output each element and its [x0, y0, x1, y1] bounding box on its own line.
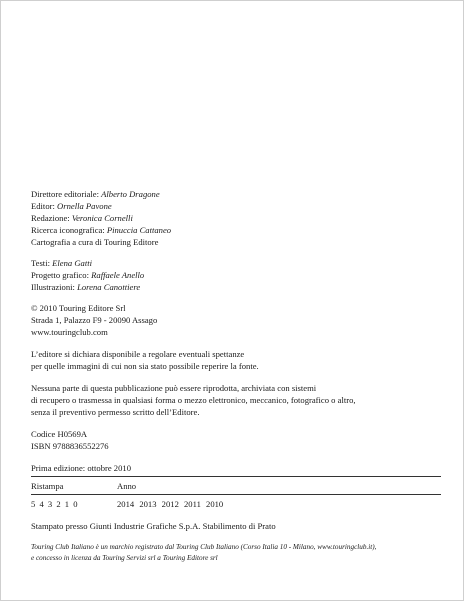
year-label: Anno — [117, 481, 137, 491]
rights-notice-line: L’editore si dichiara disponibile a regolare eventuali spettanze — [31, 349, 245, 359]
author-progetto — [31, 269, 441, 281]
divider — [31, 494, 441, 495]
rights-notice-line: per quelle immagini di cui non sia stato possibile reperire la fonte. — [31, 361, 259, 371]
author-label: Testi: — [31, 258, 50, 268]
credit-name: Veronica Cornelli — [71, 213, 133, 223]
author-name: Elena Gatti — [52, 258, 93, 268]
reprint-values — [31, 498, 441, 510]
reprint-label: Ristampa — [31, 481, 64, 491]
printer-info: Stampato presso Giunti Industrie Grafiche S.p.A. Stabilimento di Prato — [31, 521, 276, 531]
credit-name: Pinuccia Cattaneo — [106, 225, 172, 235]
isbn: ISBN 9788836552276 — [31, 441, 109, 451]
product-code: Codice H0569A — [31, 429, 88, 439]
first-edition: Prima edizione: ottobre 2010 — [31, 463, 131, 473]
author-name: Raffaele Anello — [91, 270, 145, 280]
credit-cartografia: Cartografia a cura di Touring Editore — [31, 237, 159, 247]
publisher-website: www.touringclub.com — [31, 327, 108, 337]
credit-label: Redazione: — [31, 213, 70, 223]
author-name: Lorena Canottiere — [77, 282, 141, 292]
trademark-note-line: Touring Club Italiano è un marchio registrato dal Touring Club Italiano (Corso Italia 10 - Milano, www.touringclub.it), — [31, 543, 377, 551]
author-illustrazioni — [31, 281, 441, 293]
year-numbers: 2014 2013 2012 2011 2010 — [117, 499, 224, 509]
credit-ricerca — [31, 224, 441, 236]
author-testi — [31, 257, 441, 269]
divider — [31, 476, 441, 477]
credit-redazione — [31, 212, 441, 224]
credit-name: Ornella Pavone — [57, 201, 112, 211]
publisher-copyright: © 2010 Touring Editore Srl — [31, 303, 126, 313]
credit-label: Editor: — [31, 201, 55, 211]
trademark-note-line: e concesso in licenza da Touring Servizi srl a Touring Editore srl — [31, 554, 218, 562]
credit-name: Alberto Dragone — [101, 189, 160, 199]
author-label: Illustrazioni: — [31, 282, 75, 292]
publisher-address: Strada 1, Palazzo F9 - 20090 Assago — [31, 315, 158, 325]
credit-label: Ricerca iconografica: — [31, 225, 105, 235]
reproduction-notice-line: Nessuna parte di questa pubblicazione può essere riprodotta, archiviata con sistemi — [31, 383, 317, 393]
credit-editor — [31, 200, 441, 212]
credit-direttore — [31, 188, 441, 200]
author-label: Progetto grafico: — [31, 270, 89, 280]
reprint-header — [31, 480, 441, 492]
credit-label: Direttore editoriale: — [31, 189, 100, 199]
colophon — [31, 188, 441, 564]
reproduction-notice-line: senza il preventivo permesso scritto dell’Editore. — [31, 407, 200, 417]
reprint-numbers: 5 4 3 2 1 0 — [31, 499, 78, 509]
reproduction-notice-line: di recupero o trasmessa in qualsiasi forma o mezzo elettronico, meccanico, fotografico o altro, — [31, 395, 356, 405]
